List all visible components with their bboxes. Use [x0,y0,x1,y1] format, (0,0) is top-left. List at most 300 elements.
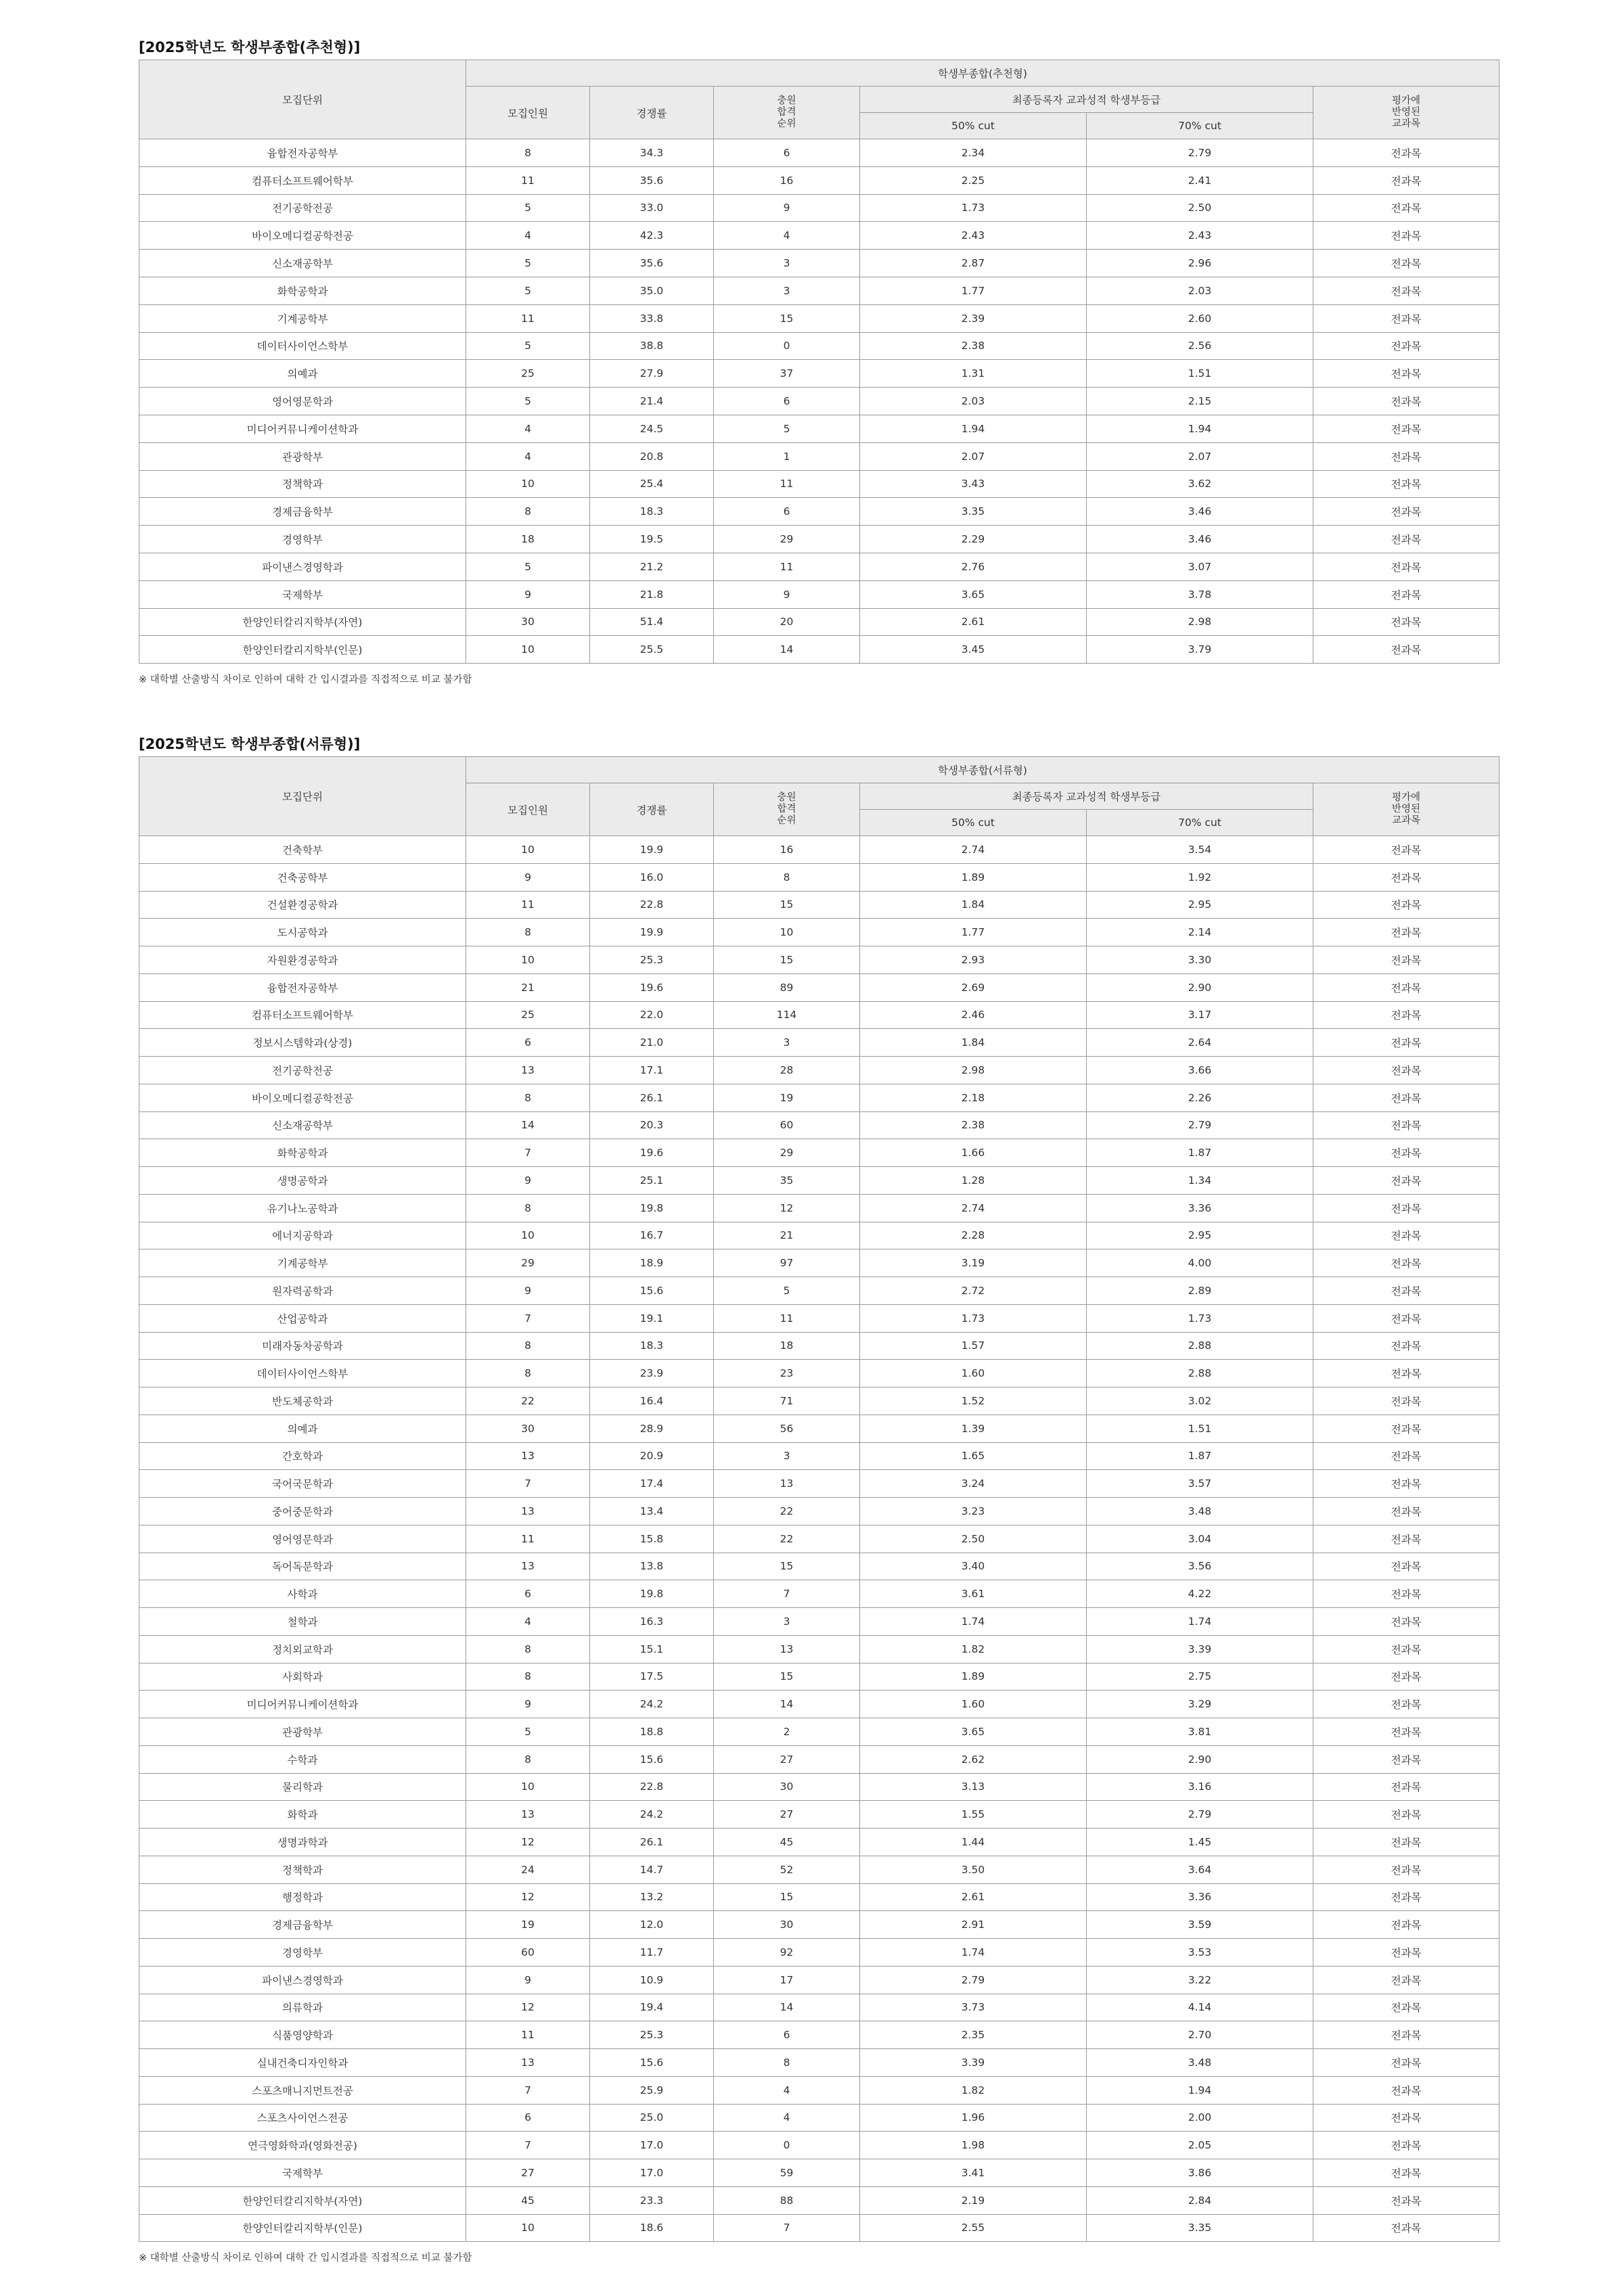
table-row [139,1057,1499,1084]
cell-unit: 에너지공학과 [139,1222,466,1249]
cell-recruit: 7 [466,2132,590,2159]
cell-ratio: 18.6 [590,2214,714,2242]
cell-recruit: 11 [466,891,590,919]
cell-recruit: 10 [466,470,590,498]
cell-cut50: 2.03 [860,388,1087,415]
cell-ratio: 38.8 [590,332,714,360]
cell-unit: 철학과 [139,1608,466,1636]
cell-ratio: 24.5 [590,415,714,442]
table-row [139,332,1499,360]
cell-rank: 5 [714,415,860,442]
table-row [139,250,1499,277]
table-row [139,415,1499,442]
cell-cut50: 1.89 [860,1663,1087,1691]
table-row [139,608,1499,636]
header-cut70: 70% cut [1087,113,1313,139]
cell-cut50: 3.13 [860,1773,1087,1801]
cell-cut70: 3.53 [1087,1939,1313,1967]
cell-subjects: 전과목 [1313,2076,1499,2104]
cell-unit: 사회학과 [139,1663,466,1691]
cell-ratio: 22.8 [590,891,714,919]
cell-rank: 6 [714,388,860,415]
cell-subjects: 전과목 [1313,1029,1499,1057]
table-body [139,139,1499,664]
cell-rank: 56 [714,1415,860,1442]
cell-subjects: 전과목 [1313,1194,1499,1222]
cell-subjects: 전과목 [1313,277,1499,304]
cell-rank: 3 [714,1608,860,1636]
cell-ratio: 25.9 [590,2076,714,2104]
cell-ratio: 25.3 [590,946,714,974]
cell-cut50: 1.73 [860,194,1087,222]
table-row [139,1001,1499,1029]
table-row [139,304,1499,332]
table-row [139,139,1499,167]
cell-rank: 14 [714,1691,860,1718]
cell-cut70: 2.90 [1087,973,1313,1001]
cell-ratio: 25.4 [590,470,714,498]
table-row [139,2076,1499,2104]
table-row [139,2214,1499,2242]
table-row [139,222,1499,250]
cell-unit: 경영학부 [139,1939,466,1967]
cell-cut50: 3.65 [860,580,1087,608]
cell-cut50: 3.65 [860,1718,1087,1746]
cell-unit: 자원환경공학과 [139,946,466,974]
cell-recruit: 10 [466,2214,590,2242]
cell-subjects: 전과목 [1313,1249,1499,1277]
cell-cut50: 1.77 [860,277,1087,304]
cell-rank: 89 [714,973,860,1001]
cell-recruit: 6 [466,2104,590,2132]
section-documents [139,732,1499,2265]
cell-subjects: 전과목 [1313,304,1499,332]
cell-cut70: 4.14 [1087,1994,1313,2021]
cell-recruit: 12 [466,1994,590,2021]
table-body [139,836,1499,2242]
cell-cut70: 2.56 [1087,332,1313,360]
cell-subjects: 전과목 [1313,1442,1499,1470]
cell-subjects: 전과목 [1313,1360,1499,1387]
cell-cut70: 3.02 [1087,1387,1313,1415]
cell-rank: 15 [714,1553,860,1580]
table-row [139,1856,1499,1883]
table-row [139,553,1499,580]
cell-cut70: 3.62 [1087,470,1313,498]
table-row [139,2159,1499,2187]
cell-cut70: 2.41 [1087,166,1313,194]
header-subjects: 평가에 반영된 교과목 [1313,783,1499,836]
header-subjects: 평가에 반영된 교과목 [1313,87,1499,139]
cell-ratio: 22.0 [590,1001,714,1029]
cell-cut50: 1.73 [860,1304,1087,1332]
cell-recruit: 9 [466,1691,590,1718]
cell-recruit: 10 [466,636,590,664]
cell-cut50: 3.23 [860,1498,1087,1525]
cell-cut70: 3.78 [1087,580,1313,608]
table-row [139,1635,1499,1663]
table-row [139,1415,1499,1442]
table-row [139,863,1499,891]
table-row [139,1332,1499,1360]
cell-rank: 29 [714,526,860,553]
cell-recruit: 24 [466,1856,590,1883]
cell-cut70: 1.94 [1087,2076,1313,2104]
cell-recruit: 12 [466,1829,590,1856]
cell-cut50: 1.55 [860,1801,1087,1829]
cell-cut70: 2.07 [1087,442,1313,470]
cell-subjects: 전과목 [1313,973,1499,1001]
cell-cut50: 2.55 [860,2214,1087,2242]
cell-unit: 융합전자공학부 [139,973,466,1001]
cell-cut50: 1.60 [860,1360,1087,1387]
cell-cut70: 2.84 [1087,2186,1313,2214]
cell-recruit: 30 [466,608,590,636]
cell-cut50: 1.94 [860,415,1087,442]
cell-ratio: 21.8 [590,580,714,608]
table-row [139,1580,1499,1608]
cell-rank: 7 [714,2214,860,2242]
cell-cut50: 2.72 [860,1277,1087,1305]
table-row [139,1360,1499,1387]
cell-ratio: 17.1 [590,1057,714,1084]
cell-cut70: 2.15 [1087,388,1313,415]
cell-recruit: 13 [466,1553,590,1580]
cell-cut50: 3.45 [860,636,1087,664]
cell-recruit: 8 [466,498,590,526]
cell-recruit: 11 [466,1525,590,1553]
cell-unit: 생명공학과 [139,1167,466,1195]
cell-cut70: 1.87 [1087,1442,1313,1470]
cell-subjects: 전과목 [1313,139,1499,167]
cell-rank: 7 [714,1580,860,1608]
cell-recruit: 7 [466,1304,590,1332]
cell-subjects: 전과목 [1313,1608,1499,1636]
cell-ratio: 19.6 [590,1139,714,1167]
cell-recruit: 4 [466,222,590,250]
cell-rank: 3 [714,250,860,277]
cell-cut70: 2.26 [1087,1084,1313,1111]
table-row [139,1911,1499,1939]
table-row [139,1829,1499,1856]
cell-ratio: 21.4 [590,388,714,415]
table-row [139,1525,1499,1553]
cell-unit: 바이오메디컬공학전공 [139,1084,466,1111]
cell-unit: 한양인터칼리지학부(자연) [139,2186,466,2214]
cell-subjects: 전과목 [1313,1470,1499,1498]
cell-unit: 원자력공학과 [139,1277,466,1305]
table-row [139,1994,1499,2021]
cell-rank: 35 [714,1167,860,1195]
cell-ratio: 15.6 [590,1277,714,1305]
cell-rank: 19 [714,1084,860,1111]
table-row [139,526,1499,553]
cell-unit: 경영학부 [139,526,466,553]
cell-ratio: 18.9 [590,1249,714,1277]
cell-cut50: 1.96 [860,2104,1087,2132]
cell-ratio: 22.8 [590,1773,714,1801]
cell-ratio: 24.2 [590,1691,714,1718]
cell-cut50: 2.74 [860,1194,1087,1222]
cell-subjects: 전과목 [1313,1304,1499,1332]
cell-subjects: 전과목 [1313,1911,1499,1939]
cell-subjects: 전과목 [1313,526,1499,553]
cell-recruit: 9 [466,1277,590,1305]
table-row [139,1304,1499,1332]
cell-rank: 71 [714,1387,860,1415]
cell-unit: 컴퓨터소프트웨어학부 [139,1001,466,1029]
cell-cut70: 2.98 [1087,608,1313,636]
cell-rank: 88 [714,2186,860,2214]
results-table [139,756,1499,2242]
cell-unit: 미디어커뮤니케이션학과 [139,415,466,442]
header-cut70: 70% cut [1087,810,1313,836]
cell-recruit: 9 [466,1966,590,1994]
table-row [139,470,1499,498]
cell-cut70: 2.03 [1087,277,1313,304]
cell-unit: 행정학과 [139,1883,466,1911]
cell-recruit: 10 [466,1773,590,1801]
header-unit: 모집단위 [139,60,466,139]
table-row [139,836,1499,864]
cell-cut50: 2.91 [860,1911,1087,1939]
cell-ratio: 13.2 [590,1883,714,1911]
cell-cut50: 1.66 [860,1139,1087,1167]
table-row [139,1249,1499,1277]
cell-ratio: 11.7 [590,1939,714,1967]
cell-recruit: 8 [466,1663,590,1691]
cell-rank: 21 [714,1222,860,1249]
cell-subjects: 전과목 [1313,1525,1499,1553]
cell-recruit: 5 [466,388,590,415]
cell-recruit: 11 [466,166,590,194]
table-row [139,1773,1499,1801]
cell-cut50: 3.61 [860,1580,1087,1608]
cell-recruit: 4 [466,1608,590,1636]
cell-rank: 2 [714,1718,860,1746]
cell-cut70: 2.95 [1087,891,1313,919]
cell-unit: 화학공학과 [139,277,466,304]
table-row [139,1883,1499,1911]
cell-subjects: 전과목 [1313,2104,1499,2132]
cell-subjects: 전과목 [1313,222,1499,250]
cell-cut50: 2.28 [860,1222,1087,1249]
cell-ratio: 20.9 [590,1442,714,1470]
cell-cut50: 1.39 [860,1415,1087,1442]
cell-rank: 15 [714,946,860,974]
cell-subjects: 전과목 [1313,1829,1499,1856]
cell-cut50: 1.74 [860,1939,1087,1967]
cell-subjects: 전과목 [1313,415,1499,442]
cell-rank: 5 [714,1277,860,1305]
cell-cut50: 1.77 [860,919,1087,946]
cell-ratio: 35.0 [590,277,714,304]
cell-cut70: 3.59 [1087,1911,1313,1939]
cell-ratio: 19.6 [590,973,714,1001]
cell-unit: 파이낸스경영학과 [139,1966,466,1994]
cell-cut50: 2.87 [860,250,1087,277]
cell-unit: 스포츠사이언스전공 [139,2104,466,2132]
cell-unit: 간호학과 [139,1442,466,1470]
cell-rank: 14 [714,636,860,664]
cell-cut70: 1.87 [1087,1139,1313,1167]
cell-ratio: 13.8 [590,1553,714,1580]
cell-subjects: 전과목 [1313,608,1499,636]
cell-ratio: 15.1 [590,1635,714,1663]
table-row [139,1663,1499,1691]
cell-cut50: 3.43 [860,470,1087,498]
cell-cut50: 3.19 [860,1249,1087,1277]
cell-rank: 20 [714,608,860,636]
header-ratio: 경쟁률 [590,87,714,139]
cell-cut70: 2.79 [1087,1111,1313,1139]
cell-ratio: 17.0 [590,2132,714,2159]
cell-subjects: 전과목 [1313,2159,1499,2187]
cell-recruit: 7 [466,1139,590,1167]
cell-rank: 60 [714,1111,860,1139]
cell-ratio: 19.8 [590,1580,714,1608]
cell-cut50: 1.89 [860,863,1087,891]
cell-unit: 한양인터칼리지학부(자연) [139,608,466,636]
cell-subjects: 전과목 [1313,1745,1499,1773]
cell-ratio: 20.8 [590,442,714,470]
cell-ratio: 26.1 [590,1084,714,1111]
cell-recruit: 13 [466,1801,590,1829]
cell-subjects: 전과목 [1313,332,1499,360]
cell-cut50: 1.65 [860,1442,1087,1470]
cell-ratio: 51.4 [590,608,714,636]
cell-unit: 바이오메디컬공학전공 [139,222,466,250]
cell-unit: 반도체공학과 [139,1387,466,1415]
cell-cut70: 1.51 [1087,360,1313,388]
cell-rank: 11 [714,553,860,580]
cell-cut70: 3.30 [1087,946,1313,974]
cell-ratio: 18.3 [590,1332,714,1360]
cell-cut70: 2.88 [1087,1360,1313,1387]
cell-recruit: 8 [466,139,590,167]
cell-ratio: 23.9 [590,1360,714,1387]
cell-cut70: 3.56 [1087,1553,1313,1580]
cell-unit: 유기나노공학과 [139,1194,466,1222]
cell-cut70: 3.36 [1087,1883,1313,1911]
cell-unit: 영어영문학과 [139,1525,466,1553]
table-row [139,1745,1499,1773]
cell-cut50: 1.74 [860,1608,1087,1636]
cell-cut70: 1.45 [1087,1829,1313,1856]
table-row [139,636,1499,664]
cell-rank: 3 [714,1029,860,1057]
cell-ratio: 19.4 [590,1994,714,2021]
cell-subjects: 전과목 [1313,553,1499,580]
cell-cut70: 2.50 [1087,194,1313,222]
footnote: ※ 대학별 산출방식 차이로 인하여 대학 간 입시결과를 직접적으로 비교 불가함 [139,674,472,686]
cell-cut50: 1.82 [860,2076,1087,2104]
cell-ratio: 19.9 [590,919,714,946]
cell-rank: 9 [714,580,860,608]
cell-cut50: 2.50 [860,1525,1087,1553]
cell-subjects: 전과목 [1313,919,1499,946]
cell-cut50: 2.98 [860,1057,1087,1084]
table-row [139,166,1499,194]
cell-ratio: 23.3 [590,2186,714,2214]
cell-unit: 사학과 [139,1580,466,1608]
table-row [139,1387,1499,1415]
cell-cut50: 2.93 [860,946,1087,974]
table-row [139,946,1499,974]
cell-recruit: 45 [466,2186,590,2214]
table-row [139,580,1499,608]
cell-cut70: 3.54 [1087,836,1313,864]
cell-unit: 건축공학부 [139,863,466,891]
cell-rank: 1 [714,442,860,470]
cell-ratio: 35.6 [590,250,714,277]
cell-unit: 국어국문학과 [139,1470,466,1498]
table-row [139,1470,1499,1498]
cell-recruit: 25 [466,1001,590,1029]
table-row [139,2049,1499,2077]
cell-ratio: 16.3 [590,1608,714,1636]
table-row [139,1222,1499,1249]
cell-recruit: 13 [466,1442,590,1470]
cell-cut70: 2.79 [1087,139,1313,167]
cell-unit: 전기공학전공 [139,194,466,222]
cell-cut70: 3.39 [1087,1635,1313,1663]
cell-cut70: 2.14 [1087,919,1313,946]
cell-recruit: 7 [466,1470,590,1498]
cell-subjects: 전과목 [1313,1773,1499,1801]
cell-unit: 의예과 [139,1415,466,1442]
cell-ratio: 16.4 [590,1387,714,1415]
cell-subjects: 전과목 [1313,388,1499,415]
cell-cut50: 2.38 [860,332,1087,360]
cell-cut50: 2.38 [860,1111,1087,1139]
cell-rank: 4 [714,222,860,250]
cell-cut70: 3.46 [1087,498,1313,526]
cell-recruit: 5 [466,194,590,222]
cell-ratio: 17.5 [590,1663,714,1691]
header-unit: 모집단위 [139,757,466,836]
cell-recruit: 14 [466,1111,590,1139]
cell-cut70: 2.00 [1087,2104,1313,2132]
cell-recruit: 30 [466,1415,590,1442]
cell-unit: 건설환경공학과 [139,891,466,919]
cell-cut50: 1.28 [860,1167,1087,1195]
cell-cut50: 2.25 [860,166,1087,194]
cell-unit: 화학과 [139,1801,466,1829]
cell-rank: 15 [714,1883,860,1911]
cell-unit: 독어독문학과 [139,1553,466,1580]
cell-cut70: 1.92 [1087,863,1313,891]
cell-unit: 미래자동차공학과 [139,1332,466,1360]
header-ratio: 경쟁률 [590,783,714,836]
cell-cut70: 4.22 [1087,1580,1313,1608]
table-row [139,2021,1499,2049]
cell-unit: 경제금융학부 [139,1911,466,1939]
cell-ratio: 17.4 [590,1470,714,1498]
cell-cut70: 3.86 [1087,2159,1313,2187]
cell-rank: 27 [714,1801,860,1829]
cell-ratio: 16.7 [590,1222,714,1249]
cell-unit: 국제학부 [139,580,466,608]
cell-rank: 22 [714,1498,860,1525]
cell-cut70: 4.00 [1087,1249,1313,1277]
table-row [139,194,1499,222]
cell-subjects: 전과목 [1313,1966,1499,1994]
table-row [139,1966,1499,1994]
table-row [139,1608,1499,1636]
cell-cut50: 2.61 [860,1883,1087,1911]
cell-subjects: 전과목 [1313,1387,1499,1415]
